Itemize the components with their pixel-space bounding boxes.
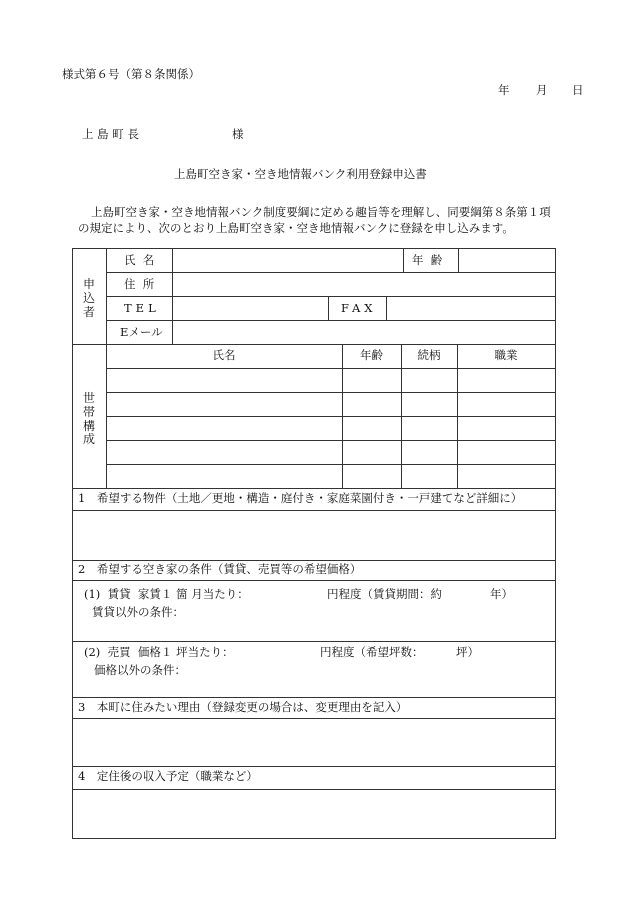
household-col-occupation: 職業 bbox=[494, 348, 518, 362]
section-1-field[interactable] bbox=[74, 512, 554, 558]
addressee: 上 島 町 長 bbox=[82, 127, 139, 141]
sale-line-1: (2) 売買 価格１ 坪当たり： bbox=[84, 645, 234, 659]
intro-line-2: の規定により、次のとおり上島町空き家・空き地情報バンクに登録を申し込みます。 bbox=[78, 221, 514, 235]
fax-label: FAX bbox=[341, 301, 377, 315]
household-col-relation: 続柄 bbox=[417, 348, 441, 362]
date-month: 月 bbox=[536, 83, 548, 97]
email-label: Eメール bbox=[120, 325, 163, 339]
tel-field[interactable] bbox=[174, 298, 327, 319]
age-label: 年 齢 bbox=[412, 253, 443, 267]
household-col-age: 年齢 bbox=[360, 348, 383, 362]
household-col-name: 氏名 bbox=[212, 348, 236, 362]
rent-line-2: 賃貸以外の条件： bbox=[92, 605, 184, 619]
applicant-section-label: 申 込 者 bbox=[82, 277, 95, 319]
section-4-field[interactable] bbox=[74, 791, 554, 836]
tel-label: TEL bbox=[124, 301, 160, 315]
rent-year-label: 年） bbox=[490, 587, 513, 601]
section-3-field[interactable] bbox=[74, 720, 554, 764]
address-label: 住 所 bbox=[124, 277, 155, 291]
intro-line-1: 上島町空き家・空き地情報バンク制度要綱に定める趣旨等を理解し、同要綱第８条第１項 bbox=[91, 205, 551, 219]
section-4-title: 4 定住後の収入予定（職業など） bbox=[78, 769, 258, 783]
section-3-title: 3 本町に住みたい理由（登録変更の場合は、変更理由を記入） bbox=[78, 700, 408, 714]
section-2-title: 2 希望する空き家の条件（賃貸、売買等の希望価格） bbox=[78, 562, 362, 576]
form-title: 上島町空き家・空き地情報バンク利用登録申込書 bbox=[174, 167, 427, 181]
fax-field[interactable] bbox=[388, 298, 554, 319]
email-field[interactable] bbox=[174, 322, 554, 343]
name-label: 氏 名 bbox=[124, 253, 155, 267]
household-section-label: 世 帯 構 成 bbox=[82, 391, 95, 447]
sale-price-label: 円程度（希望坪数： bbox=[320, 645, 424, 659]
age-field[interactable] bbox=[460, 250, 554, 271]
addressee-suffix: 様 bbox=[232, 127, 244, 141]
sale-line-2: 価格以外の条件： bbox=[94, 663, 186, 677]
address-field[interactable] bbox=[174, 274, 554, 295]
section-1-title: 1 希望する物件（土地／更地・構造・庭付き・家庭菜園付き・一戸建てなど詳細に） bbox=[78, 491, 523, 505]
form-number: 様式第６号（第８条関係） bbox=[62, 67, 200, 81]
date-day: 日 bbox=[572, 83, 584, 97]
date-year: 年 bbox=[498, 83, 510, 97]
rent-line-1: (1) 賃貸 家賃１ 箇 月当たり： bbox=[84, 587, 249, 601]
rent-price-label: 円程度（賃貸期間：約 bbox=[327, 587, 442, 601]
sale-tsubo-label: 坪） bbox=[456, 645, 479, 659]
name-field[interactable] bbox=[174, 250, 402, 271]
